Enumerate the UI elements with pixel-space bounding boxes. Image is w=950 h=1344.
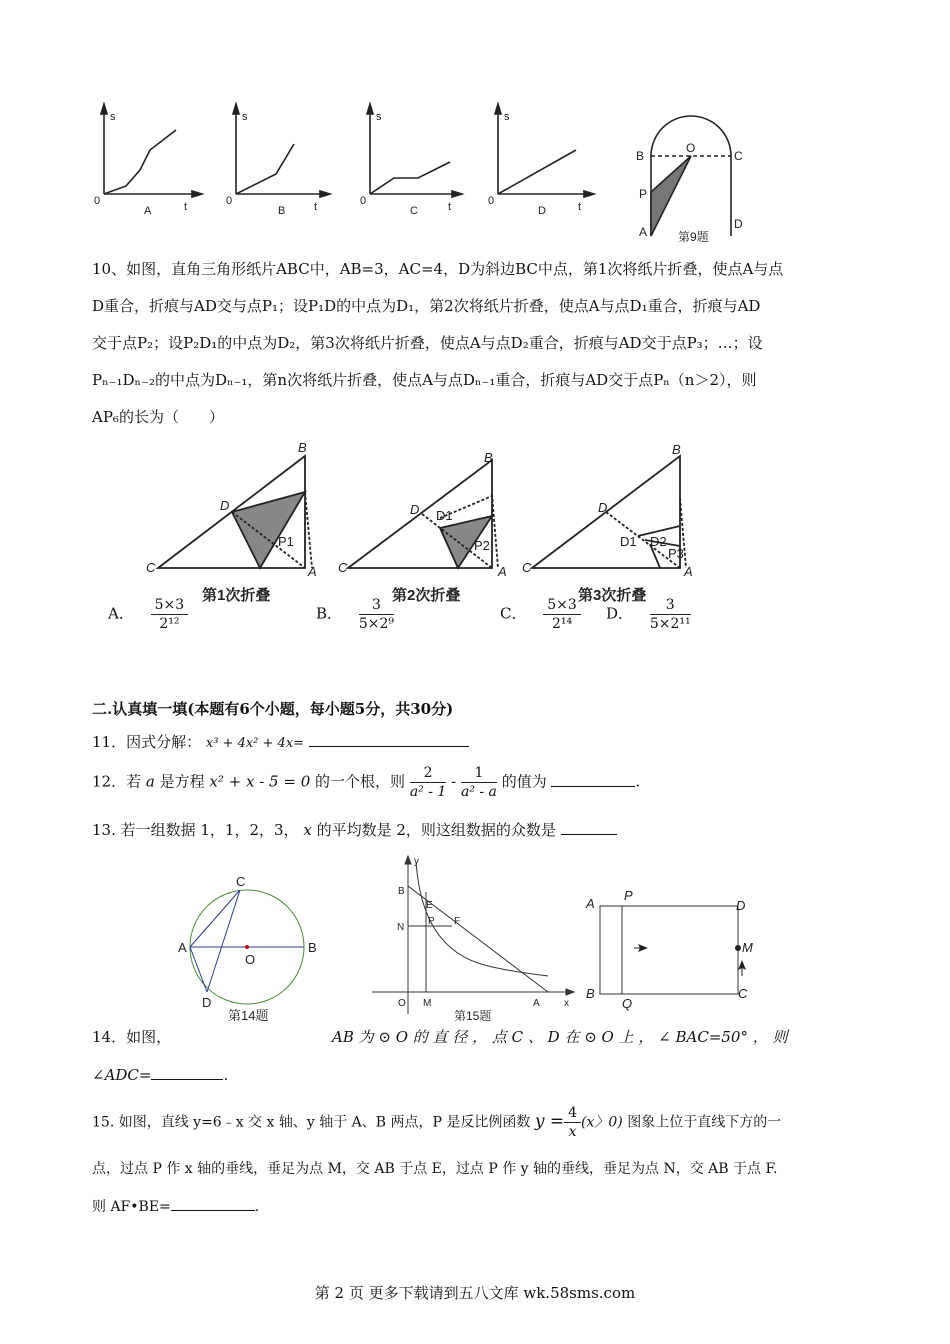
q15-line2: 点，过点 P 作 x 轴的垂线，垂足为点 M，交 AB 于点 E，过点 P 作 y 轴的垂线，垂足为点 N，交 AB 于点 F. bbox=[92, 1161, 778, 1177]
q9-graph-label-C: C bbox=[410, 205, 418, 217]
q10-fold-figures bbox=[140, 438, 710, 608]
q12-answer-blank[interactable] bbox=[551, 770, 635, 787]
q15-y: y = bbox=[534, 1111, 565, 1132]
q9-caption: 第9题 bbox=[678, 230, 709, 244]
q10-line4: Pₙ₋₁Dₙ₋₂的中点为Dₙ₋₁，第n次将纸片折叠，使点A与点Dₙ₋₁重合，折痕与AD交于点Pₙ（n＞2），则 bbox=[92, 371, 757, 389]
q10-option-c-num: 5×3 bbox=[543, 596, 581, 615]
page-footer: 第 2 页 更多下载请到五八文库 wk.58sms.com bbox=[314, 1284, 636, 1302]
q10-f1-A: A bbox=[308, 564, 317, 579]
q10-f3-B: B bbox=[672, 442, 681, 457]
q9-graph-label-B: B bbox=[278, 205, 286, 217]
q9-label-A: A bbox=[639, 225, 648, 239]
q15-line1 bbox=[92, 1104, 781, 1141]
q15-line3-text: 则 AF•BE= bbox=[92, 1199, 171, 1215]
q9-axis-x-C: t bbox=[448, 201, 452, 213]
q10-option-b-num: 3 bbox=[359, 596, 394, 615]
figure-15-svg bbox=[368, 854, 578, 1024]
fig15-label-M: M bbox=[423, 998, 432, 1009]
q11-answer-blank[interactable] bbox=[309, 730, 469, 747]
q12-frac-2-den: a² - a bbox=[460, 784, 497, 800]
q15-answer-blank[interactable] bbox=[171, 1194, 255, 1211]
fig14-label-O: O bbox=[245, 952, 256, 967]
q15-frac-den: x bbox=[568, 1124, 577, 1140]
q10-option-d-den: 5×2¹¹ bbox=[649, 616, 691, 632]
q10-option-b-den: 5×2⁹ bbox=[358, 616, 394, 632]
q9-label-P: P bbox=[639, 187, 648, 201]
q9-origin-D: 0 bbox=[488, 195, 495, 207]
q10-option-c-den: 2¹⁴ bbox=[551, 616, 573, 632]
fig15-label-y: y bbox=[414, 856, 419, 867]
q10-f1-C: C bbox=[146, 560, 156, 575]
q10-f3-A: A bbox=[684, 564, 693, 579]
q10-f2-D1: D1 bbox=[436, 508, 453, 523]
q9-label-D: D bbox=[734, 217, 743, 231]
q9-axis-x-D: t bbox=[578, 201, 582, 213]
q10-option-b-label: B． bbox=[316, 604, 343, 623]
q10-f3-D1: D1 bbox=[620, 534, 637, 549]
fig14-label-C: C bbox=[236, 874, 246, 889]
fig15-label-x: x bbox=[564, 998, 569, 1009]
q13 bbox=[92, 818, 617, 841]
q10-f2-B: B bbox=[484, 450, 493, 465]
q12-minus: - bbox=[451, 772, 457, 791]
q10-fold-caption-2: 第2次折叠 bbox=[392, 587, 461, 604]
fig15-label-A: A bbox=[533, 998, 540, 1009]
q15-frac-num: 4 bbox=[564, 1104, 581, 1123]
q10-line5: AP₆的长为（ ） bbox=[92, 408, 224, 426]
q12 bbox=[92, 764, 640, 801]
q10-f1-B: B bbox=[298, 440, 307, 455]
q9-graph-label-D: D bbox=[538, 205, 546, 217]
fig16-label-C: C bbox=[738, 986, 748, 1001]
q10-option-d-num: 3 bbox=[650, 596, 691, 615]
fig16-label-M: M bbox=[742, 940, 753, 955]
q10-fold-caption-3: 第3次折叠 bbox=[578, 587, 647, 604]
fig14-caption: 第14题 bbox=[228, 1008, 269, 1022]
q12-mid2: 的一个根，则 bbox=[315, 772, 406, 791]
q11-expr: x³ + 4x² + 4x= bbox=[205, 736, 305, 751]
q10-option-c-label: C． bbox=[500, 604, 527, 623]
q9-origin-A: 0 bbox=[94, 195, 101, 207]
figure-15 bbox=[368, 854, 578, 1024]
q9-label-B: B bbox=[636, 149, 645, 163]
q12-equation: x² + x - 5 = 0 bbox=[209, 772, 311, 791]
q14-end: . bbox=[223, 1066, 229, 1084]
fig14-label-D: D bbox=[202, 995, 212, 1010]
q12-frac-1-num: 2 bbox=[410, 764, 447, 783]
q10-line3: 交于点P₂；设P₂D₁的中点为D₂，第3次将纸片折叠，使点A与点D₂重合，折痕与AD交于点P₃；…；设 bbox=[92, 334, 763, 352]
q12-frac-1-den: a² - 1 bbox=[409, 784, 447, 800]
q14-angle: ∠ADC= bbox=[92, 1066, 152, 1084]
figure-16-svg bbox=[578, 884, 768, 1014]
q10-option-a[interactable] bbox=[108, 596, 188, 633]
q9-graphs-svg bbox=[88, 98, 748, 248]
section-2-heading: 二.认真填一填(本题有6个小题，每小题5分，共30分) bbox=[92, 700, 454, 718]
q10-fold-caption-1: 第1次折叠 bbox=[202, 587, 271, 604]
q10-f3-D2: D2 bbox=[650, 534, 667, 549]
q10-f2-D: D bbox=[410, 502, 420, 517]
fig15-label-F: F bbox=[454, 916, 461, 927]
q10-f3-D: D bbox=[598, 500, 608, 515]
fig15-label-P: P bbox=[428, 916, 435, 927]
q12-var-a: a bbox=[145, 772, 155, 791]
q12-frac-2-num: 1 bbox=[461, 764, 497, 783]
q10-option-a-label: A． bbox=[108, 604, 134, 623]
q14-prefix: 14．如图， bbox=[92, 1028, 172, 1046]
q10-option-b[interactable] bbox=[316, 596, 394, 633]
fig15-label-B: B bbox=[398, 886, 405, 897]
q9-origin-B: 0 bbox=[226, 195, 233, 207]
figure-16 bbox=[578, 884, 768, 1014]
q10-option-a-num: 5×3 bbox=[151, 596, 189, 615]
fig15-label-N: N bbox=[397, 922, 405, 933]
q9-axis-y-A: s bbox=[110, 111, 116, 123]
q12-end: . bbox=[635, 772, 641, 791]
fig16-label-B: B bbox=[586, 986, 595, 1001]
fig15-label-E: E bbox=[426, 900, 433, 911]
q11 bbox=[92, 730, 469, 755]
q10-f2-P2: P2 bbox=[474, 538, 490, 553]
q10-option-a-den: 2¹² bbox=[159, 616, 180, 632]
q10-option-b-frac bbox=[359, 596, 394, 633]
q10-option-c[interactable] bbox=[500, 596, 581, 633]
q12-frac-1 bbox=[410, 764, 447, 801]
q13-var-x: x bbox=[303, 821, 312, 839]
fig16-label-D: D bbox=[736, 898, 746, 913]
q12-frac-2 bbox=[461, 764, 497, 801]
q14-answer-blank[interactable] bbox=[151, 1063, 223, 1080]
q15-frac bbox=[564, 1104, 581, 1141]
q13-text: 13. 若一组数据 1，1，2，3， bbox=[92, 821, 299, 839]
q15-end: . bbox=[254, 1199, 260, 1215]
q15-line3 bbox=[92, 1194, 259, 1218]
fig16-label-P: P bbox=[624, 888, 633, 903]
q11-text: 11．因式分解： bbox=[92, 733, 202, 751]
q10-line2: D重合，折痕与AD交与点P₁；设P₁D的中点为D₁，第2次将纸片折叠，使点A与点D₁重合，折痕与AD bbox=[92, 297, 761, 315]
fig16-label-A: A bbox=[586, 896, 595, 911]
q9-graph-label-A: A bbox=[144, 205, 152, 217]
q10-f2-C: C bbox=[338, 560, 348, 575]
q15-line1a: 15. 如图，直线 y=6﹣x 交 x 轴、y 轴于 A、B 两点，P 是反比例函数 bbox=[92, 1114, 531, 1131]
fig15-caption: 第15题 bbox=[454, 1009, 492, 1023]
q14-line2 bbox=[92, 1063, 228, 1086]
figure-14 bbox=[172, 872, 322, 1022]
q9-origin-C: 0 bbox=[360, 195, 367, 207]
q10-option-c-frac bbox=[543, 596, 581, 633]
fig16-label-Q: Q bbox=[622, 996, 633, 1011]
q13-rest: 的平均数是 2，则这组数据的众数是 bbox=[316, 821, 556, 839]
q9-graphs bbox=[88, 98, 748, 248]
q12-prefix: 12．若 bbox=[92, 772, 142, 791]
q10-option-d-label: D． bbox=[606, 604, 634, 623]
fig14-label-B: B bbox=[308, 940, 317, 955]
q10-line1: 10、如图，直角三角形纸片ABC中，AB=3，AC=4，D为斜边BC中点，第1次将纸片折叠，使点A与点 bbox=[92, 260, 784, 278]
q13-answer-blank[interactable] bbox=[561, 818, 617, 835]
q9-axis-x-A: t bbox=[184, 201, 188, 213]
q10-f1-D: D bbox=[220, 498, 230, 513]
q10-f3-C: C bbox=[522, 560, 532, 575]
q9-axis-y-C: s bbox=[376, 111, 382, 123]
q9-axis-x-B: t bbox=[314, 201, 318, 213]
q10-f2-A: A bbox=[498, 564, 507, 579]
q9-label-C: C bbox=[734, 149, 743, 163]
q14-text: AB 为 ⊙ O 的 直 径 ， 点 C 、 D 在 ⊙ O 上 ， ∠ BAC=50° ， 则 bbox=[332, 1028, 788, 1046]
q9-axis-y-D: s bbox=[504, 111, 510, 123]
q15-line1b: 图象上位于直线下方的一 bbox=[627, 1114, 782, 1131]
fig14-label-A: A bbox=[178, 940, 187, 955]
q10-option-d[interactable] bbox=[606, 596, 691, 633]
q10-fold-svg bbox=[140, 438, 710, 608]
fig15-label-O: O bbox=[398, 998, 406, 1009]
q12-mid: 是方程 bbox=[159, 772, 205, 791]
q10-option-d-frac bbox=[650, 596, 691, 633]
q15-cond: (x〉0) bbox=[581, 1114, 623, 1131]
q9-axis-y-B: s bbox=[242, 111, 248, 123]
q12-suffix: 的值为 bbox=[501, 772, 547, 791]
q10-option-a-frac bbox=[151, 596, 189, 633]
q9-label-O: O bbox=[686, 141, 696, 155]
figure-14-svg bbox=[172, 872, 322, 1022]
q10-f3-P3: P3 bbox=[668, 546, 684, 561]
q10-f1-P1: P1 bbox=[278, 534, 294, 549]
